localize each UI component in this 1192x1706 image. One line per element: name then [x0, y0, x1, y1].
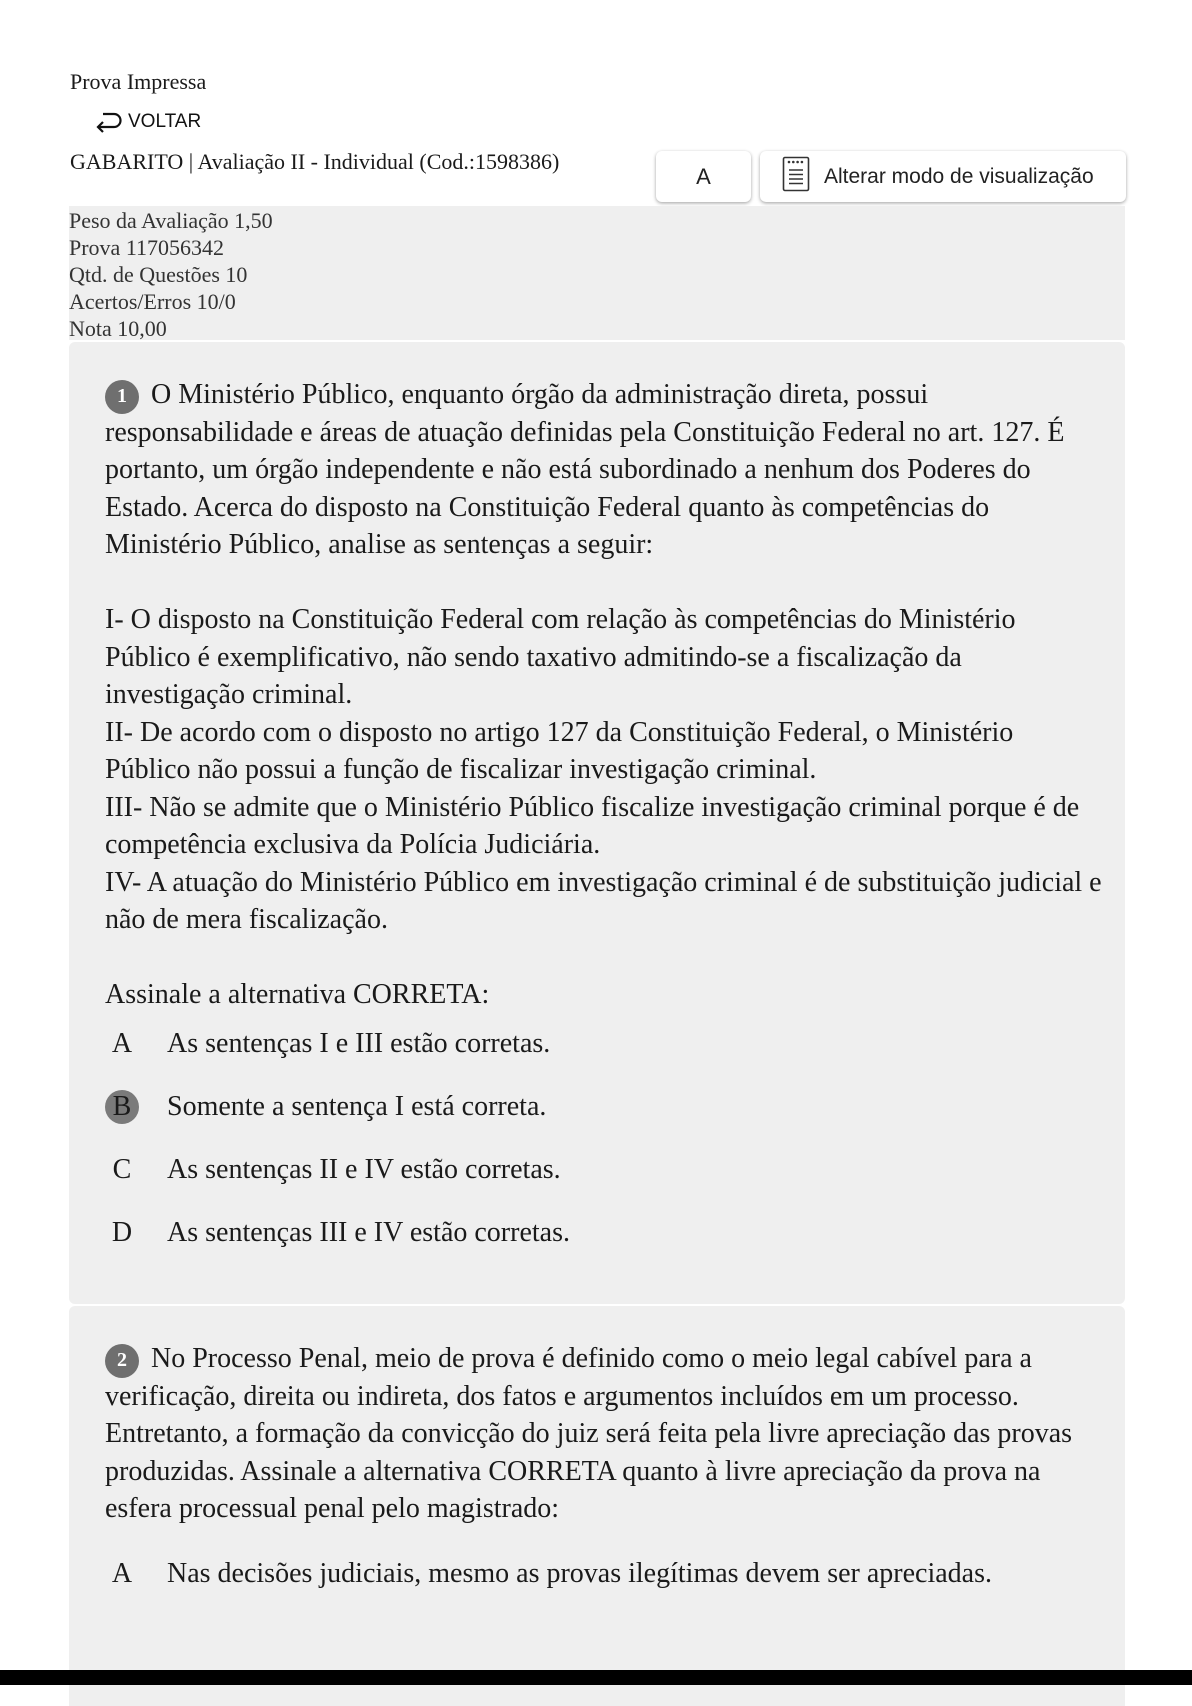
exam-summary [69, 206, 1125, 340]
font-size-button[interactable] [656, 151, 751, 202]
question-card [69, 342, 1125, 1304]
option-text: As sentenças I e III estão corretas. [167, 1027, 551, 1059]
answer-options [105, 1012, 1105, 1264]
option-text: Somente a sentença I está correta. [167, 1090, 547, 1122]
question-statement [105, 1340, 1105, 1528]
page-title: Prova Impressa [70, 69, 207, 94]
summary-hits-errors: Acertos/Erros 10/0 [69, 289, 236, 314]
option-text: As sentenças II e IV estão corretas. [167, 1153, 561, 1185]
question-prompt: Assinale a alternativa CORRETA: [105, 979, 490, 1011]
answer-option-a[interactable] [105, 1012, 1105, 1075]
question-statement [105, 376, 1105, 1014]
option-text: As sentenças III e IV estão corretas. [167, 1216, 570, 1248]
sentence-item: III- Não se admite que o Ministério Público fiscalize investigação criminal porque é de competência exclusiva da Polícia Judiciária. [105, 791, 1080, 861]
question-intro-text: No Processo Penal, meio de prova é definido como o meio legal cabível para a verificação, direita ou indireta, dos fatos e argumentos incluídos em um processo. Entretanto, a formação da convicção do juiz será feita pela livre apreciação das provas produzidas. Assinale a alternativa CORRETA quanto à livre apreciação da prova na esfera processual penal pelo magistrado: [105, 1343, 1073, 1525]
question-number-badge: 2 [105, 1344, 139, 1378]
return-arrow-icon [94, 109, 124, 135]
sentence-item: IV- A atuação do Ministério Público em investigação criminal é de substituição judicial e não de mera fiscalização. [105, 866, 1102, 936]
exam-title: GABARITO | Avaliação II - Individual (Cod.:1598386) [70, 149, 560, 174]
option-text: Nas decisões judiciais, mesmo as provas ilegítimas devem ser apreciadas. [167, 1558, 992, 1590]
summary-question-count: Qtd. de Questões 10 [69, 262, 248, 287]
question-number-badge: 1 [105, 380, 139, 414]
document-icon [782, 156, 810, 198]
option-letter: D [111, 1216, 133, 1248]
option-letter: A [111, 1027, 133, 1059]
answer-option-b[interactable] [105, 1075, 1105, 1138]
back-label: VOLTAR [128, 111, 202, 132]
bottom-edge-bar [0, 1670, 1192, 1685]
question-intro [105, 1340, 1105, 1528]
option-letter-selected: B [105, 1090, 139, 1124]
answer-option-a[interactable] [105, 1534, 1105, 1614]
question-intro [105, 376, 1105, 564]
question-card [69, 1306, 1125, 1706]
question-intro-text: O Ministério Público, enquanto órgão da administração direta, possui responsabilidade e áreas de atuação definidas pela Constituição Federal no art. 127. É portanto, um órgão independente e não está subordinado a nenhum dos Poderes do Estado. Acerca do disposto na Constituição Federal quanto às competências do Ministério Público, analise as sentenças a seguir: [105, 379, 1065, 561]
font-size-label: A [696, 163, 711, 189]
view-mode-button[interactable] [760, 151, 1126, 202]
answer-option-c[interactable] [105, 1138, 1105, 1201]
sentence-item: I- O disposto na Constituição Federal com relação às competências do Ministério Público é exemplificativo, não sendo taxativo admitindo-se a fiscalização da investigação criminal. [105, 604, 1016, 711]
summary-exam-number: Prova 117056342 [69, 235, 225, 260]
answer-options [105, 1534, 1105, 1614]
view-mode-label: Alterar modo de visualização [824, 164, 1094, 188]
sentence-item: II- De acordo com o disposto no artigo 127 da Constituição Federal, o Ministério Público não possui a função de fiscalizar investigação criminal. [105, 716, 1014, 786]
option-letter: A [111, 1558, 133, 1589]
back-button[interactable] [94, 108, 201, 136]
summary-weight: Peso da Avaliação 1,50 [69, 208, 273, 233]
option-letter: C [112, 1153, 132, 1185]
answer-option-d[interactable] [105, 1201, 1105, 1264]
summary-grade: Nota 10,00 [69, 316, 167, 341]
